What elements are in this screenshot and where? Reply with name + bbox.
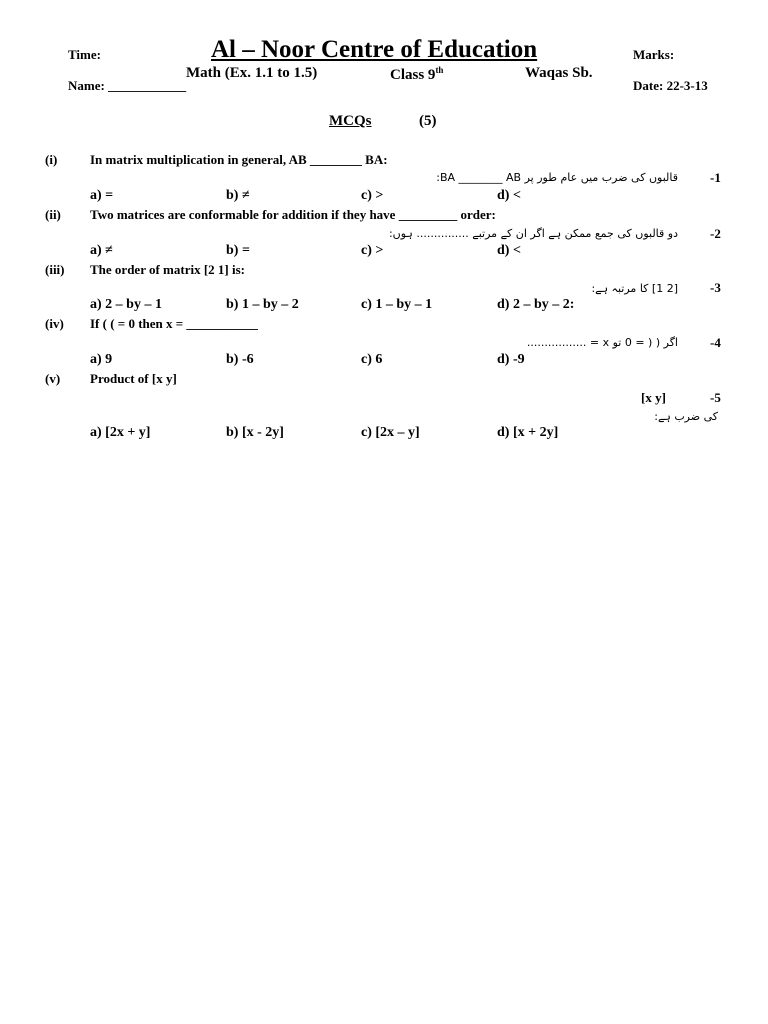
question-urdu-text: [2 1] کا مرتبہ ہے: <box>591 282 678 295</box>
question-text: The order of matrix [2 1] is: <box>90 262 246 277</box>
question-urdu-number: -5 <box>710 390 721 405</box>
class-label: Class 9th <box>390 65 444 83</box>
option-a: a) ≠ <box>90 243 113 258</box>
option-b: b) ≠ <box>226 188 250 203</box>
question-number: (iv) <box>45 316 64 331</box>
question-text: Product of [x y] <box>90 371 177 386</box>
time-label: Time: <box>68 47 101 62</box>
question-urdu-number: -3 <box>710 280 721 295</box>
section-title: MCQs <box>329 113 372 129</box>
question-text: If ( ( = 0 then x = ___________ <box>90 316 258 331</box>
date-label: Date: 22-3-13 <box>633 78 708 93</box>
option-b: b) 1 – by – 2 <box>226 297 299 312</box>
option-c: c) 6 <box>361 352 383 367</box>
subject-label: Math (Ex. 1.1 to 1.5) <box>186 65 318 81</box>
question-urdu-matrix: [x y] <box>641 390 666 405</box>
marks-label: Marks: <box>633 47 675 62</box>
question-urdu-number: -1 <box>710 170 721 185</box>
option-d: d) [x + 2y] <box>497 425 559 440</box>
question-urdu-number: -4 <box>710 335 721 350</box>
question-number: (iii) <box>45 262 65 277</box>
option-a: a) 2 – by – 1 <box>90 297 162 312</box>
option-d: d) < <box>497 188 521 203</box>
option-a: a) [2x + y] <box>90 425 151 440</box>
student-name-field: Name: ____________ <box>68 78 187 93</box>
option-c: c) [2x – y] <box>361 425 420 440</box>
question-urdu-text: دو قالبوں کی جمع ممکن ہے اگر ان کے مرتبے ............... ہوں: <box>388 227 678 240</box>
section-marks: (5) <box>419 113 437 129</box>
question-urdu-text: اگر ( ( = 0 تو x = ................. <box>526 336 678 349</box>
option-b: b) [x - 2y] <box>226 425 284 440</box>
option-a: a) 9 <box>90 352 113 367</box>
question-urdu-number: -2 <box>710 226 721 241</box>
option-b: b) = <box>226 243 250 258</box>
question-number: (i) <box>45 152 58 167</box>
option-a: a) = <box>90 188 114 203</box>
option-b: b) -6 <box>226 352 254 367</box>
option-c: c) 1 – by – 1 <box>361 297 433 312</box>
question-urdu-text: کی ضرب ہے: <box>654 410 718 423</box>
question-text: Two matrices are conformable for addition if they have _________ order: <box>90 207 496 222</box>
question-text: In matrix multiplication in general, AB ________ BA: <box>90 152 388 167</box>
option-d: d) < <box>497 243 521 258</box>
question-number: (ii) <box>45 207 61 222</box>
option-d: d) 2 – by – 2: <box>497 297 575 312</box>
school-title: Al – Noor Centre of Education <box>211 36 538 63</box>
option-c: c) > <box>361 188 384 203</box>
option-c: c) > <box>361 243 384 258</box>
question-number: (v) <box>45 371 61 386</box>
option-d: d) -9 <box>497 352 525 367</box>
teacher-name: Waqas Sb. <box>525 65 593 81</box>
question-urdu-text: قالبوں کی ضرب میں عام طور پر BA ________ AB: <box>436 171 678 184</box>
